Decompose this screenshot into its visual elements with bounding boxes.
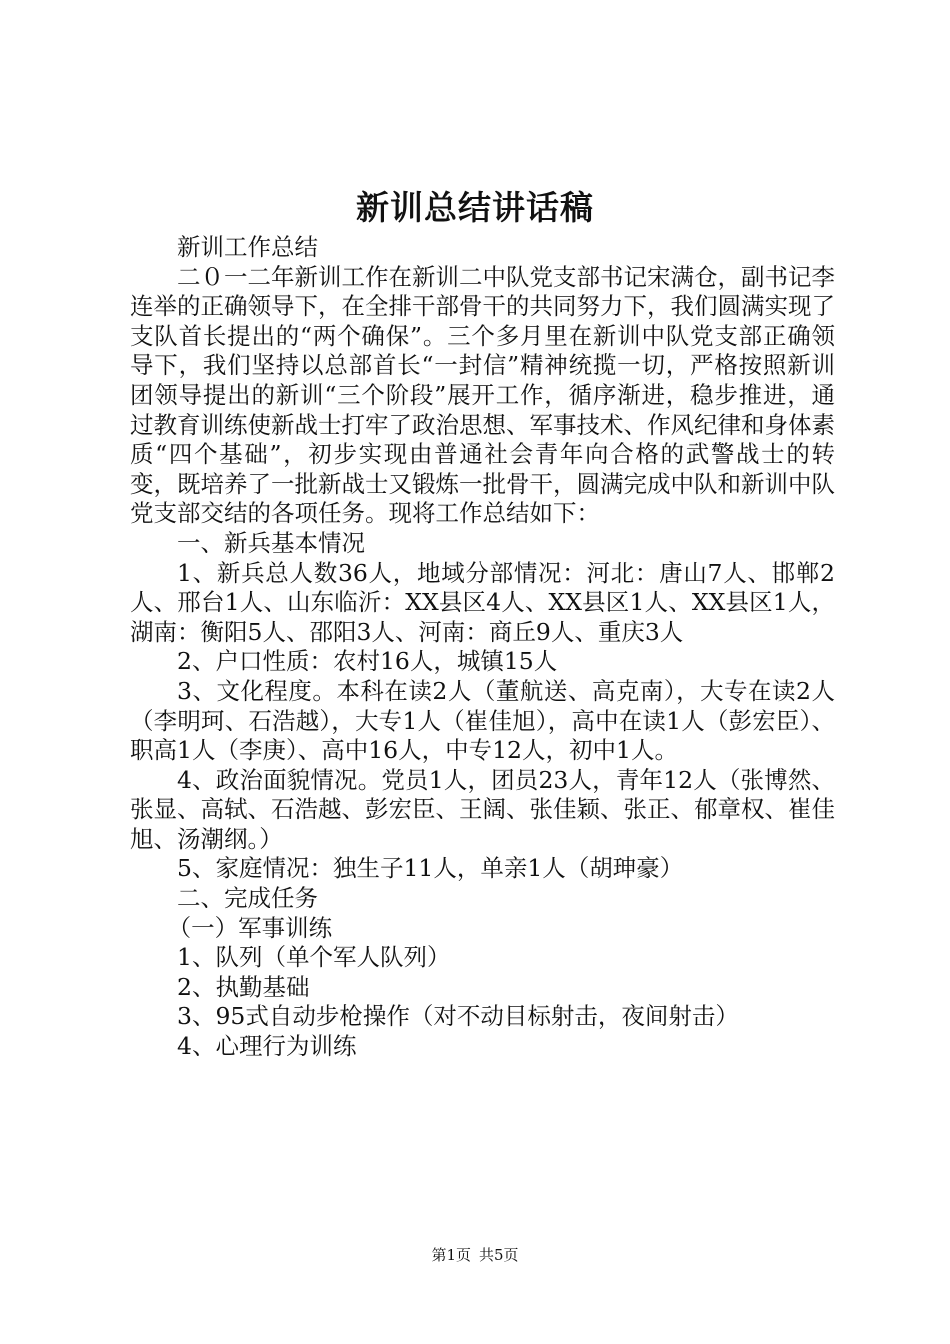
paragraph-intro: 二０一二年新训工作在新训二中队党支部书记宋满仓，副书记李连举的正确领导下，在全排干部骨干的共同努力下，我们圆满实现了支队首长提出的“两个确保”。三个多月里在新训中队党支部正确领导下，我们坚持以总部首长“一封信”精神统揽一切，严格按照新训团领导提出的新训“三个阶段”展开工作，循序渐进，稳步推进，通过教育训练使新战士打牢了政治思想、军事技术、作风纪律和身体素质“四个基础”，初步实现由普通社会青年向合格的武警战士的转变，既培养了一批新战士又锻炼一批骨干，圆满完成中队和新训中队党支部交结的各项任务。现将工作总结如下： <box>130 262 835 528</box>
paragraph-total-recruits: 1、新兵总人数36人，地域分部情况：河北：唐山7人、邯郸2人、邢台1人、山东临沂：XX县区4人、XX县区1人、XX县区1人，湖南：衡阳5人、邵阳3人、河南：商丘9人、重庆3人 <box>130 558 835 646</box>
paragraph-family: 5、家庭情况：独生子11人，单亲1人（胡珅豪） <box>177 854 684 883</box>
list-item-duty: 2、执勤基础 <box>177 972 310 1001</box>
list-item-drill: 1、队列（单个军人队列） <box>177 943 451 972</box>
section-heading-basic-info: 一、新兵基本情况 <box>177 528 365 557</box>
page-number: 第1页 <box>431 1246 471 1264</box>
paragraph-education: 3、文化程度。本科在读2人（董航送、高克南），大专在读2人（李明珂、石浩越），大专1人（崔佳旭），高中在读1人（彭宏臣）、职高1人（李庚）、高中16人，中专12人，初中1人。 <box>130 676 835 765</box>
document-title: 新训总结讲话稿 <box>356 188 594 227</box>
list-item-psychology: 4、心理行为训练 <box>177 1032 357 1061</box>
paragraph-household: 2、户口性质：农村16人，城镇15人 <box>177 647 558 676</box>
subsection-heading-military-training: （一）军事训练 <box>167 913 333 942</box>
list-item-rifle: 3、95式自动步枪操作（对不动目标射击，夜间射击） <box>177 1002 739 1031</box>
paragraph-political: 4、政治面貌情况。党员1人，团员23人，青年12人（张博然、张显、高轼、石浩越、彭宏臣、王阔、张佳颖、张正、郁章权、崔佳旭、汤潮纲。） <box>130 765 835 853</box>
page-total: 共5页 <box>479 1246 519 1264</box>
page-footer <box>0 1245 950 1265</box>
paragraph-subtitle: 新训工作总结 <box>177 233 318 261</box>
document-body <box>130 233 835 1062</box>
section-heading-tasks: 二、完成任务 <box>177 884 318 913</box>
